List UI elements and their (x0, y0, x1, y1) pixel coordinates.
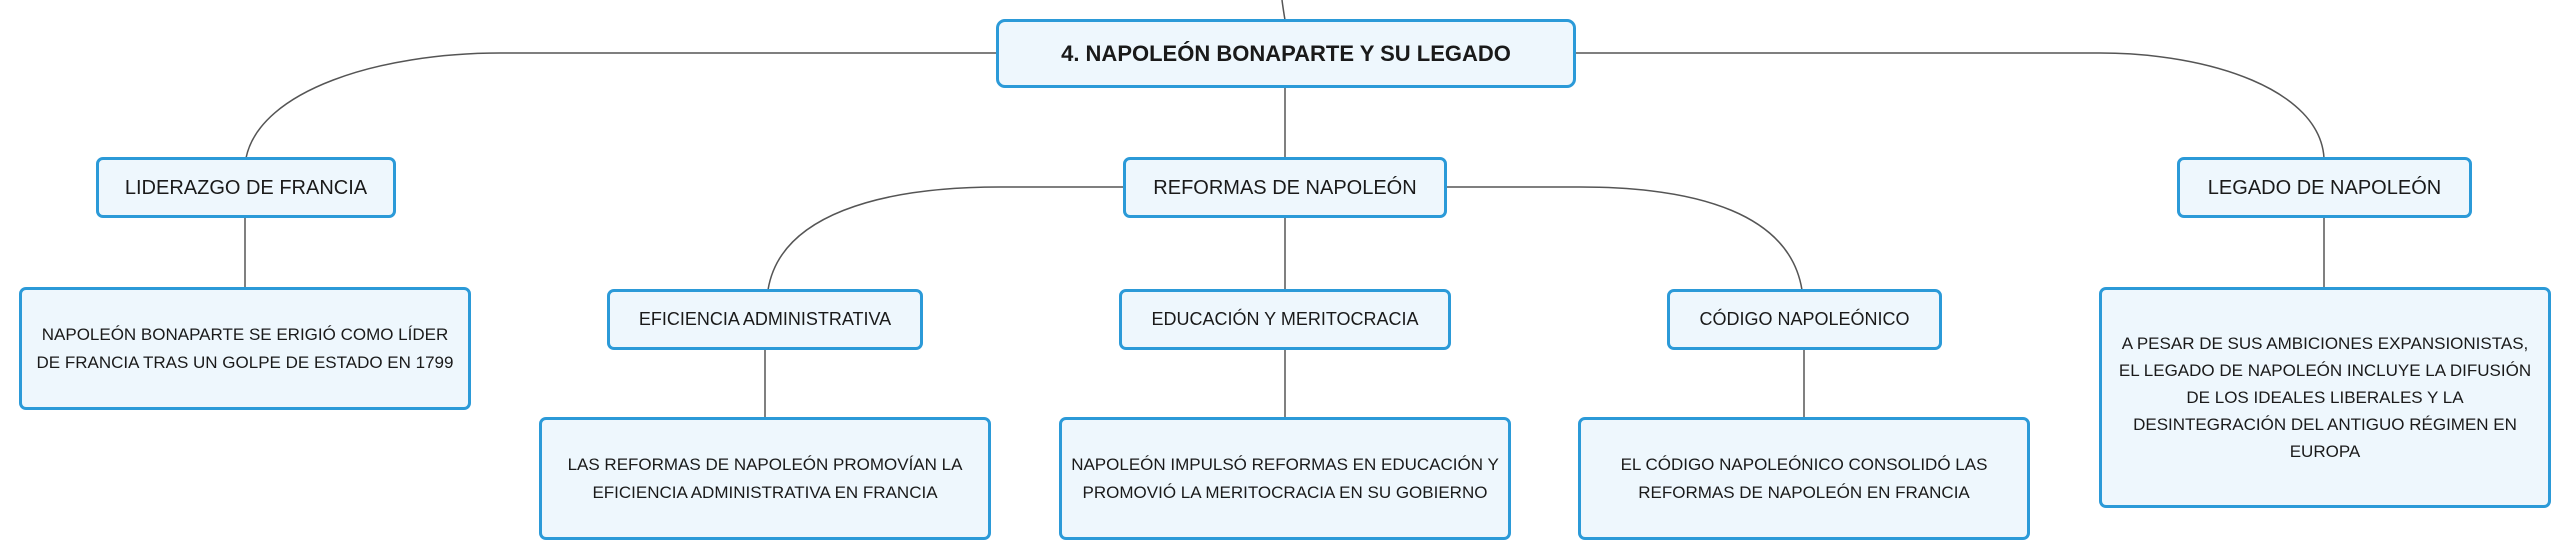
subtopic-label: CÓDIGO NAPOLEÓNICO (1699, 309, 1910, 330)
topic-label: LIDERAZGO DE FRANCIA (124, 176, 368, 199)
root-topic[interactable] (996, 19, 1576, 88)
detail-eficiencia[interactable] (539, 417, 991, 540)
detail-text: NAPOLEÓN IMPULSÓ REFORMAS EN EDUCACIÓN Y PROMOVIÓ LA MERITOCRACIA EN SU GOBIERNO (1071, 455, 1499, 502)
detail-legado[interactable] (2099, 287, 2551, 508)
detail-codigo[interactable] (1578, 417, 2030, 540)
subtopic-label: EFICIENCIA ADMINISTRATIVA (638, 309, 892, 330)
detail-liderazgo[interactable] (19, 287, 471, 410)
detail-text: EL CÓDIGO NAPOLEÓNICO CONSOLIDÓ LAS REFORMAS DE NAPOLEÓN EN FRANCIA (1620, 455, 1988, 502)
topic-liderazgo-de-francia[interactable] (96, 157, 396, 218)
subtopic-codigo-napoleonico[interactable] (1667, 289, 1942, 350)
root-topic-label: 4. NAPOLEÓN BONAPARTE Y SU LEGADO (1061, 40, 1511, 66)
detail-text: A PESAR DE SUS AMBICIONES EXPANSIONISTAS, EL LEGADO DE NAPOLEÓN INCLUYE LA DIFUSIÓN DE LOS IDEALES LIBERALES Y LA DESINTEGRACIÓN DEL ANTIGUO RÉGIMEN EN EUROPA (2118, 333, 2532, 462)
detail-educacion[interactable] (1059, 417, 1511, 540)
detail-text: LAS REFORMAS DE NAPOLEÓN PROMOVÍAN LA EFICIENCIA ADMINISTRATIVA EN FRANCIA (567, 455, 963, 502)
subtopic-label: EDUCACIÓN Y MERITOCRACIA (1151, 309, 1419, 330)
topic-label: REFORMAS DE NAPOLEÓN (1153, 176, 1417, 199)
topic-legado-de-napoleon[interactable] (2177, 157, 2472, 218)
subtopic-eficiencia-administrativa[interactable] (607, 289, 923, 350)
subtopic-educacion-y-meritocracia[interactable] (1119, 289, 1451, 350)
topic-label: LEGADO DE NAPOLEÓN (2207, 176, 2442, 199)
topic-reformas-de-napoleon[interactable] (1123, 157, 1447, 218)
detail-text: NAPOLEÓN BONAPARTE SE ERIGIÓ COMO LÍDER DE FRANCIA TRAS UN GOLPE DE ESTADO EN 1799 (36, 325, 454, 372)
